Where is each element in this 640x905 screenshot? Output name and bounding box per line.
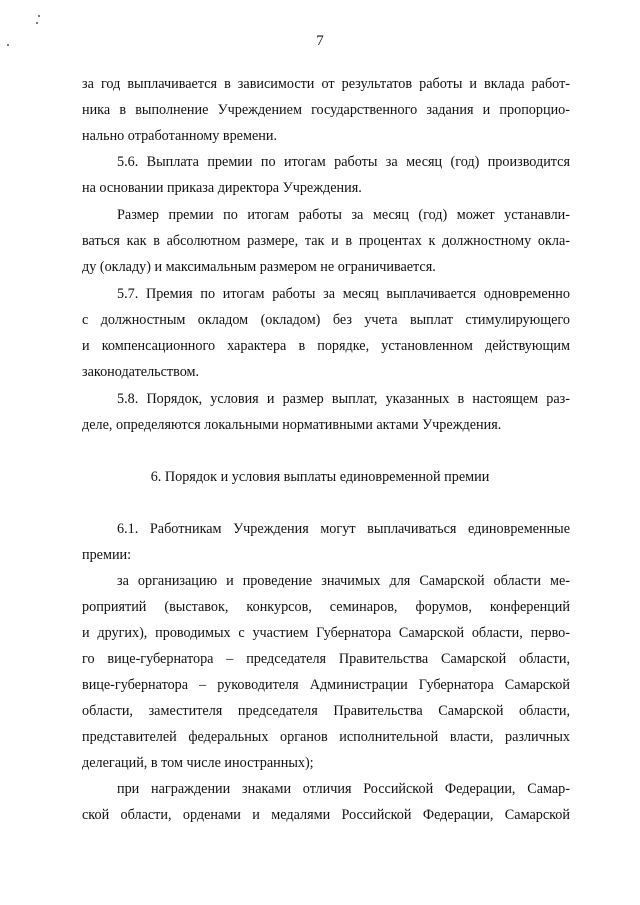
text-line: за организацию и проведение значимых для Самарской области ме-	[117, 573, 570, 589]
text-line: при награждении знаками отличия Российской Федерации, Самар-	[117, 781, 570, 797]
text-line: 5.8. Порядок, условия и размер выплат, указанных в настоящем раз-	[117, 391, 570, 407]
text-line: ника в выполнение Учреждением государственного задания и пропорцио-	[82, 102, 570, 118]
text-line: на основании приказа директора Учреждения.	[82, 180, 362, 196]
text-line: и других), проводимых с участием Губернатора Самарской области, перво-	[82, 625, 570, 641]
text-line: 5.6. Выплата премии по итогам работы за месяц (год) производится	[117, 154, 570, 170]
text-line: за год выплачивается в зависимости от результатов работы и вклада работ-	[82, 76, 570, 92]
text-line: представителей федеральных органов исполнительной власти, различных	[82, 729, 570, 745]
scan-speck	[38, 15, 40, 17]
text-line: Размер премии по итогам работы за месяц (год) может устанавли-	[117, 207, 570, 223]
page-number: 7	[316, 33, 324, 49]
text-line: и компенсационного характера в порядке, установленном действующим	[82, 338, 570, 354]
text-line: го вице-губернатора – председателя Правительства Самарской области,	[82, 651, 570, 667]
text-line: ду (окладу) и максимальным размером не ограничивается.	[82, 259, 436, 275]
text-line: 6.1. Работникам Учреждения могут выплачиваться единовременные	[117, 521, 570, 537]
text-line: деле, определяются локальными нормативными актами Учреждения.	[82, 417, 502, 433]
text-line: премии:	[82, 547, 132, 563]
text-line: законодательством.	[82, 364, 200, 380]
text-line: вице-губернатора – руководителя Администрации Губернатора Самарской	[82, 677, 570, 693]
text-line: с должностным окладом (окладом) без учета выплат стимулирующего	[82, 312, 570, 328]
text-line: области, заместителя председателя Правительства Самарской области,	[82, 703, 570, 719]
section-heading: 6. Порядок и условия выплаты единовременной премии	[150, 469, 490, 485]
scan-speck	[36, 22, 38, 24]
text-line: роприятий (выставок, конкурсов, семинаров, форумов, конференций	[82, 599, 570, 615]
text-line: делегаций, в том числе иностранных);	[82, 755, 314, 771]
text-line: 5.7. Премия по итогам работы за месяц выплачивается одновременно	[117, 286, 570, 302]
text-line: нально отработанному времени.	[82, 128, 277, 144]
text-line: ваться как в абсолютном размере, так и в процентах к должностному окла-	[82, 233, 570, 249]
text-line: ской области, орденами и медалями Российской Федерации, Самарской	[82, 807, 570, 823]
